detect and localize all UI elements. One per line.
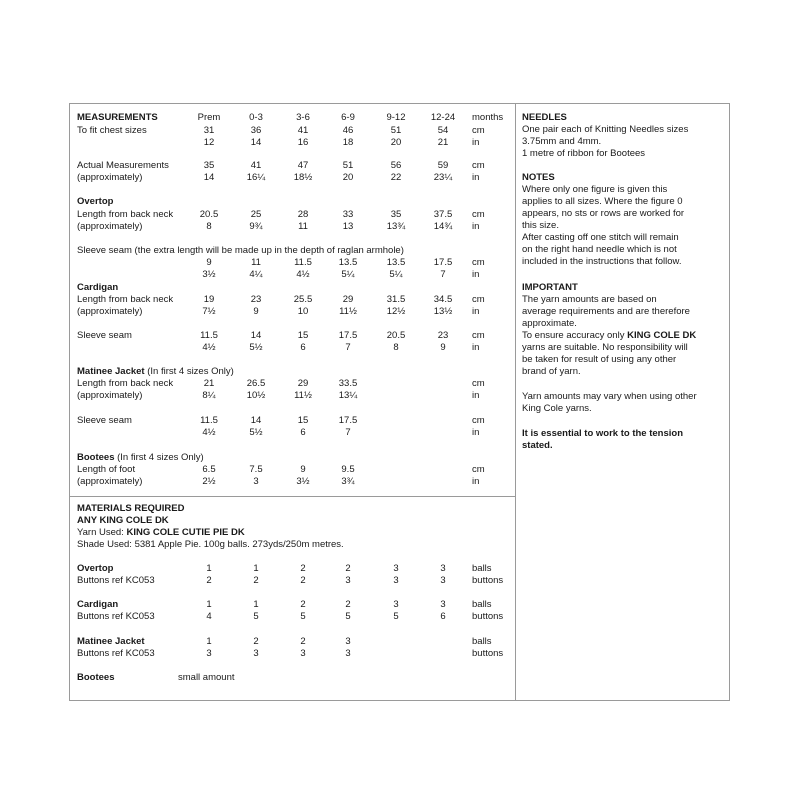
- table-cell: 8: [393, 342, 399, 353]
- table-cell: 13¾: [386, 221, 406, 232]
- material-label: Overtop: [77, 563, 114, 574]
- material-cell: 5: [393, 611, 399, 622]
- row-label: Cardigan: [77, 282, 119, 293]
- table-cell: 3¾: [341, 476, 355, 487]
- size-header: 9-12: [386, 112, 406, 123]
- table-cell: 4¼: [249, 269, 263, 280]
- table-cell: 2½: [202, 476, 216, 487]
- material-cell: 2: [300, 575, 306, 586]
- table-cell: 59: [437, 160, 449, 171]
- table-cell: 37.5: [433, 209, 453, 220]
- material-label: Buttons ref KC053: [77, 575, 155, 586]
- months-label: months: [472, 112, 504, 123]
- unit-cell: in: [472, 390, 480, 401]
- measurements-heading: MEASUREMENTS: [77, 112, 158, 123]
- row-label: [77, 452, 204, 464]
- unit-cell: cm: [472, 125, 485, 136]
- table-cell: 51: [342, 160, 354, 171]
- row-label: Overtop: [77, 196, 114, 207]
- size-header: 12-24: [430, 112, 456, 123]
- table-cell: 19: [203, 294, 215, 305]
- table-cell: 46: [342, 125, 354, 136]
- material-cell: 5: [345, 611, 351, 622]
- column-divider: [515, 104, 516, 700]
- row-label: (approximately): [77, 476, 143, 487]
- accuracy-brand: KING COLE DK: [627, 330, 697, 341]
- material-cell: 3: [253, 648, 259, 659]
- needles-section: [522, 112, 727, 160]
- table-cell: 31: [203, 125, 215, 136]
- material-label: Matinee Jacket: [77, 636, 145, 647]
- notes-line: applies to all sizes. Where the figure 0: [522, 196, 683, 207]
- unit-cell: cm: [472, 257, 485, 268]
- needles-heading: NEEDLES: [522, 112, 567, 123]
- important-line: The yarn amounts are based on: [522, 294, 657, 305]
- material-cell: 3: [393, 563, 399, 574]
- table-cell: 13.5: [386, 257, 406, 268]
- table-cell: 6: [300, 427, 306, 438]
- important-line: brand of yarn.: [522, 366, 581, 377]
- row-label: Length from back neck: [77, 294, 174, 305]
- material-cell: 3: [440, 575, 446, 586]
- material-cell: 3: [300, 648, 306, 659]
- notes-line: on the right hand needle which is not: [522, 244, 677, 255]
- table-cell: 16¼: [246, 172, 266, 183]
- table-cell: 54: [437, 125, 449, 136]
- table-cell: 17.5: [433, 257, 453, 268]
- table-cell: 16: [297, 137, 309, 148]
- material-cell: 3: [393, 599, 399, 610]
- table-cell: 11.5: [200, 330, 218, 341]
- row-label: Sleeve seam (the extra length will be made up in the depth of raglan armhole): [77, 245, 404, 256]
- table-cell: 11.5: [294, 257, 312, 268]
- material-unit: balls: [472, 563, 492, 574]
- row-label-rest: (In first 4 sizes Only): [144, 366, 234, 377]
- material-cell: 3: [440, 563, 446, 574]
- accuracy-text: To ensure accuracy only: [522, 330, 628, 341]
- accuracy-line: [522, 330, 727, 342]
- material-cell: 2: [345, 599, 351, 610]
- table-cell: 11½: [339, 306, 357, 317]
- table-cell: 20.5: [386, 330, 406, 341]
- material-label: Cardigan: [77, 599, 119, 610]
- table-cell: 56: [390, 160, 402, 171]
- table-cell: 7.5: [249, 464, 263, 475]
- row-label: Sleeve seam: [77, 415, 132, 426]
- table-cell: 34.5: [433, 294, 453, 305]
- table-cell: 25: [250, 209, 262, 220]
- table-cell: 23¼: [433, 172, 453, 183]
- table-cell: 7: [345, 342, 351, 353]
- material-unit: balls: [472, 636, 492, 647]
- material-unit: buttons: [472, 575, 504, 586]
- row-label: (approximately): [77, 306, 143, 317]
- row-label: Length from back neck: [77, 378, 174, 389]
- unit-cell: in: [472, 221, 480, 232]
- tension-line: It is essential to work to the tension: [522, 428, 683, 439]
- table-cell: 51: [390, 125, 402, 136]
- table-cell: 9: [206, 257, 212, 268]
- material-cell: 2: [345, 563, 351, 574]
- table-cell: 35: [203, 160, 215, 171]
- table-cell: 7: [440, 269, 446, 280]
- table-cell: 29: [297, 378, 309, 389]
- table-cell: 20: [390, 137, 402, 148]
- important-section: [522, 282, 727, 378]
- tension-line: stated.: [522, 440, 553, 451]
- table-cell: 4½: [296, 269, 310, 280]
- table-cell: 4½: [202, 427, 216, 438]
- table-cell: 8: [206, 221, 212, 232]
- important-line: Yarn amounts may vary when using other: [522, 391, 697, 402]
- unit-cell: cm: [472, 415, 485, 426]
- yarn-used: [77, 527, 245, 539]
- yarn-variance-section: [522, 391, 727, 415]
- material-cell: 2: [300, 599, 306, 610]
- size-header: Prem: [197, 112, 221, 123]
- material-unit: buttons: [472, 611, 504, 622]
- table-cell: 5½: [249, 427, 263, 438]
- material-cell: 1: [253, 563, 259, 574]
- table-cell: 35: [390, 209, 402, 220]
- material-cell: 2: [253, 636, 259, 647]
- table-cell: 5¼: [389, 269, 403, 280]
- table-cell: 9: [300, 464, 306, 475]
- table-cell: 3½: [202, 269, 216, 280]
- row-label: Length of foot: [77, 464, 136, 475]
- material-cell: 1: [206, 599, 212, 610]
- bootees-value: small amount: [178, 672, 235, 683]
- table-cell: 15: [297, 330, 309, 341]
- table-cell: 33: [342, 209, 354, 220]
- unit-cell: in: [472, 269, 480, 280]
- unit-cell: cm: [472, 330, 485, 341]
- table-cell: 12: [203, 137, 215, 148]
- important-line: approximate.: [522, 318, 577, 329]
- table-cell: 29: [342, 294, 354, 305]
- row-label: [77, 366, 234, 378]
- row-label: (approximately): [77, 172, 143, 183]
- row-label: Sleeve seam: [77, 330, 132, 341]
- notes-heading: NOTES: [522, 172, 555, 183]
- table-cell: 14: [250, 415, 262, 426]
- table-cell: 28: [297, 209, 309, 220]
- material-cell: 2: [300, 563, 306, 574]
- row-label: Actual Measurements: [77, 160, 169, 171]
- table-cell: 31.5: [386, 294, 406, 305]
- table-cell: 7: [345, 427, 351, 438]
- table-cell: 11½: [294, 390, 312, 401]
- table-cell: 23: [250, 294, 262, 305]
- table-cell: 26.5: [246, 378, 266, 389]
- needles-line: 1 metre of ribbon for Bootees: [522, 148, 646, 159]
- row-label-rest: (In first 4 sizes Only): [114, 452, 204, 463]
- table-cell: 17.5: [338, 330, 358, 341]
- notes-line: After casting off one stitch will remain: [522, 232, 679, 243]
- unit-cell: in: [472, 476, 480, 487]
- unit-cell: cm: [472, 294, 485, 305]
- notes-section: [522, 172, 727, 268]
- size-header: 6-9: [341, 112, 355, 123]
- table-cell: 33.5: [338, 378, 358, 389]
- needles-line: 3.75mm and 4mm.: [522, 136, 602, 147]
- unit-cell: cm: [472, 464, 485, 475]
- table-cell: 41: [250, 160, 262, 171]
- important-line: yarns are suitable. No responsibility will: [522, 342, 688, 353]
- table-cell: 11: [298, 221, 308, 232]
- yarn-used-label: Yarn Used:: [77, 527, 127, 538]
- unit-cell: cm: [472, 378, 485, 389]
- table-cell: 11.5: [200, 415, 218, 426]
- important-line: King Cole yarns.: [522, 403, 592, 414]
- material-cell: 2: [253, 575, 259, 586]
- materials-subheading: ANY KING COLE DK: [77, 515, 169, 526]
- material-cell: 5: [253, 611, 259, 622]
- important-line: average requirements and are therefore: [522, 306, 690, 317]
- notes-line: appears, no sts or rows are worked for: [522, 208, 685, 219]
- row-label-bold: Bootees: [77, 452, 115, 463]
- materials-heading: MATERIALS REQUIRED: [77, 503, 185, 514]
- row-label-bold: Matinee Jacket: [77, 366, 145, 377]
- notes-line: Where only one figure is given this: [522, 184, 668, 195]
- unit-cell: in: [472, 427, 480, 438]
- table-cell: 7½: [202, 306, 216, 317]
- material-cell: 2: [206, 575, 212, 586]
- unit-cell: in: [472, 342, 480, 353]
- table-cell: 13: [342, 221, 354, 232]
- table-cell: 20: [342, 172, 354, 183]
- material-cell: 3: [393, 575, 399, 586]
- needles-line: One pair each of Knitting Needles sizes: [522, 124, 689, 135]
- material-cell: 3: [345, 636, 351, 647]
- table-cell: 13.5: [338, 257, 358, 268]
- table-cell: 22: [390, 172, 402, 183]
- tension-section: [522, 428, 727, 452]
- material-cell: 6: [440, 611, 446, 622]
- size-header: 3-6: [296, 112, 310, 123]
- table-cell: 12½: [386, 306, 406, 317]
- table-cell: 3: [253, 476, 259, 487]
- table-cell: 17.5: [338, 415, 358, 426]
- material-unit: buttons: [472, 648, 504, 659]
- material-cell: 3: [345, 575, 351, 586]
- table-cell: 18½: [293, 172, 313, 183]
- table-cell: 9: [440, 342, 446, 353]
- important-heading: IMPORTANT: [522, 282, 578, 293]
- table-cell: 6.5: [202, 464, 216, 475]
- row-label: (approximately): [77, 390, 143, 401]
- table-cell: 3½: [296, 476, 310, 487]
- table-cell: 36: [250, 125, 262, 136]
- table-cell: 13¼: [338, 390, 358, 401]
- table-cell: 13½: [433, 306, 453, 317]
- section-divider: [70, 496, 516, 497]
- table-cell: 23: [437, 330, 449, 341]
- table-cell: 20.5: [199, 209, 219, 220]
- table-cell: 10: [297, 306, 309, 317]
- material-label: Buttons ref KC053: [77, 611, 155, 622]
- table-cell: 14¾: [433, 221, 453, 232]
- table-cell: 25.5: [293, 294, 313, 305]
- table-cell: 14: [250, 330, 262, 341]
- unit-cell: cm: [472, 209, 485, 220]
- material-cell: 1: [253, 599, 259, 610]
- material-label: Buttons ref KC053: [77, 648, 155, 659]
- material-cell: 3: [206, 648, 212, 659]
- table-cell: 14: [203, 172, 215, 183]
- table-cell: 9: [253, 306, 259, 317]
- table-cell: 8¼: [202, 390, 216, 401]
- table-cell: 4½: [202, 342, 216, 353]
- yarn-used-value: KING COLE CUTIE PIE DK: [126, 527, 245, 538]
- unit-cell: in: [472, 137, 480, 148]
- table-cell: 11: [251, 257, 261, 268]
- table-cell: 21: [203, 378, 215, 389]
- material-cell: 2: [300, 636, 306, 647]
- important-line: be taken for result of using any other: [522, 354, 677, 365]
- bootees-label: Bootees: [77, 672, 115, 683]
- table-cell: 10½: [246, 390, 266, 401]
- material-unit: balls: [472, 599, 492, 610]
- table-cell: 21: [437, 137, 449, 148]
- material-cell: 5: [300, 611, 306, 622]
- row-label: (approximately): [77, 221, 143, 232]
- shade-used: Shade Used: 5381 Apple Pie. 100g balls. 273yds/250m metres.: [77, 539, 344, 550]
- table-cell: 47: [297, 160, 309, 171]
- table-cell: 41: [297, 125, 309, 136]
- material-cell: 3: [345, 648, 351, 659]
- table-cell: 6: [300, 342, 306, 353]
- size-header: 0-3: [249, 112, 263, 123]
- unit-cell: in: [472, 306, 480, 317]
- unit-cell: cm: [472, 160, 485, 171]
- row-label: Length from back neck: [77, 209, 174, 220]
- material-cell: 1: [206, 636, 212, 647]
- table-cell: 5½: [249, 342, 263, 353]
- table-cell: 5¼: [341, 269, 355, 280]
- notes-line: included in the instructions that follow.: [522, 256, 682, 267]
- table-cell: 9¾: [249, 221, 263, 232]
- table-cell: 18: [342, 137, 354, 148]
- material-cell: 3: [440, 599, 446, 610]
- notes-line: this size.: [522, 220, 559, 231]
- row-label: To fit chest sizes: [77, 125, 147, 136]
- material-cell: 4: [206, 611, 212, 622]
- material-cell: 1: [206, 563, 212, 574]
- unit-cell: in: [472, 172, 480, 183]
- table-cell: 14: [250, 137, 262, 148]
- table-cell: 9.5: [341, 464, 355, 475]
- table-cell: 15: [297, 415, 309, 426]
